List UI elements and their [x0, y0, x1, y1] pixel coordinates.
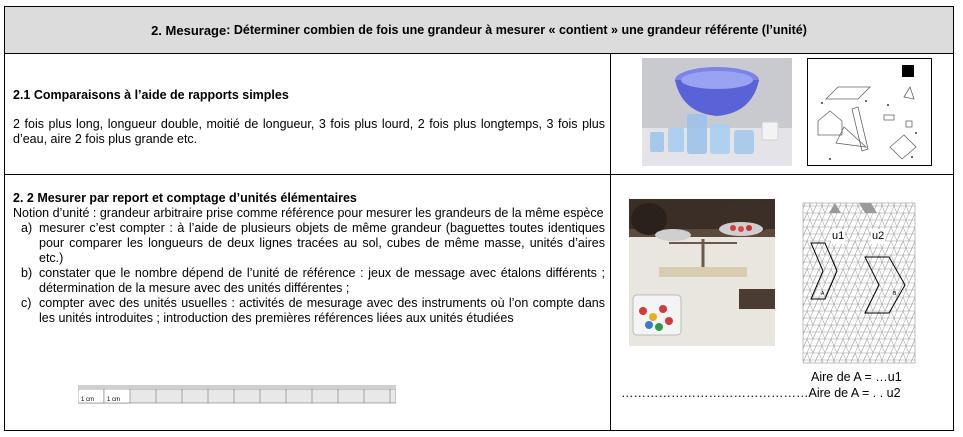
list-item-text: mesurer c’est compter : à l’aide de plusieurs objets de même grandeur (baguettes toutes identiques pour comparer les longueurs de deux lignes tracées au sol, cubes de même masse, unités d’aires etc.) [39, 221, 605, 265]
section1-body: 2 fois plus long, longueur double, moitié de longueur, 3 fois plus lourd, 2 fois plus longtemps, 3 fois plus d’eau, aire 2 fois plus grande etc. [13, 117, 605, 146]
mesurage-table [4, 6, 954, 431]
shape-a-label: A [821, 291, 825, 297]
list-item-text: compter avec des unités usuelles : activités de mesurage avec des instruments où l’on compte dans les unités introduites ; introduction des premières références liées aux unités étudiées [39, 296, 605, 325]
list-item [13, 266, 605, 296]
header-number: 2. Mesurage [151, 22, 227, 38]
list-marker: c) [21, 296, 32, 310]
list-marker: b) [21, 266, 33, 280]
list-item [13, 221, 605, 266]
triangular-grid [801, 199, 917, 367]
list-item-text: constater que le nombre dépend de l’unité de référence : jeux de message avec étalons différents ; détermination de la mesure avec des unités différentes ; [39, 266, 605, 295]
shapes-card [807, 58, 932, 166]
containers-illustration [642, 58, 792, 166]
shapes-illustration [808, 59, 931, 165]
centimeter-ruler [78, 385, 396, 407]
grid-figure [801, 199, 917, 367]
balance-illustration [629, 199, 775, 346]
aire-line-1: Aire de A = …u1 [811, 370, 902, 384]
unit1-label: u1 [832, 230, 845, 242]
aire-line-2-text: Aire de A = . . u2 [808, 386, 901, 400]
section1-title: 2.1 Comparaisons à l’aide de rapports simples [13, 88, 289, 102]
list-item [13, 296, 605, 326]
column-divider [610, 54, 611, 430]
aire-dots: ……………………………………… [621, 386, 809, 400]
shape-b-label: B [893, 291, 897, 297]
section2-list [13, 221, 605, 326]
containers-photo [642, 58, 792, 166]
unit2-label: u2 [872, 230, 885, 242]
section2-text [13, 191, 605, 326]
section1-text [13, 88, 605, 147]
list-marker: a) [21, 221, 33, 235]
header-description: : Déterminer combien de fois une grandeur à mesurer « contient » une grandeur référente (l’unité) [226, 23, 807, 37]
ruler-illustration [78, 385, 396, 407]
ruler-label-1: 1 cm [81, 397, 95, 403]
ruler-label-2: 1 cm [107, 397, 121, 403]
section2-title: 2. 2 Mesurer par report et comptage d’unités élémentaires [13, 191, 357, 205]
section2-intro: Notion d’unité : grandeur arbitraire prise comme référence pour mesurer les grandeurs de la même espèce [13, 206, 604, 220]
balance-photo [629, 199, 775, 346]
table-header [5, 7, 953, 54]
row-comparaisons [5, 54, 953, 175]
aire-line-2 [621, 386, 901, 401]
